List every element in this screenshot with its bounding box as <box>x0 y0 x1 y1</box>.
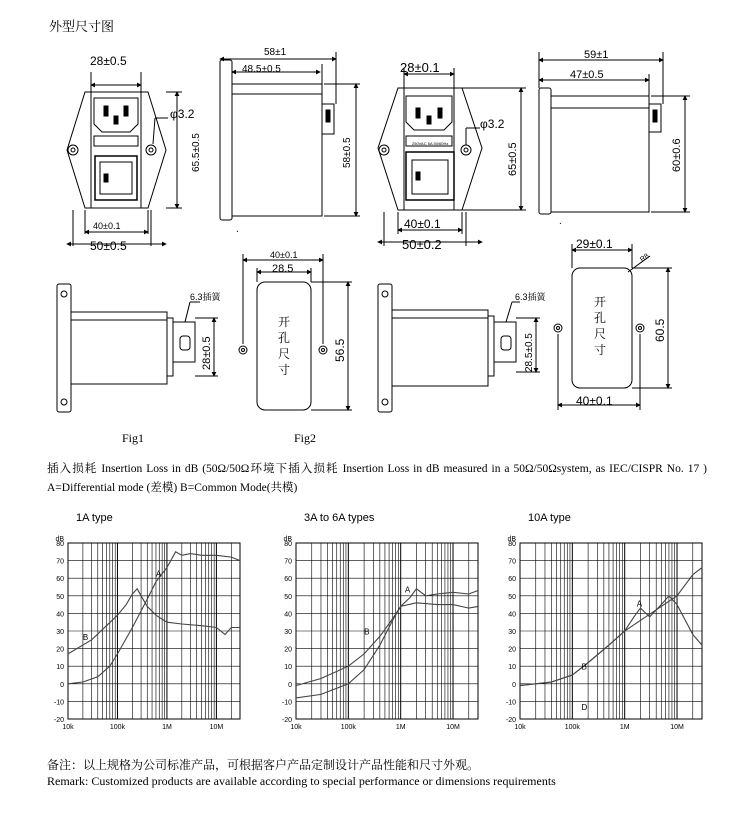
y-tick-label: 40 <box>284 611 292 619</box>
svg-text:开: 开 <box>278 315 291 329</box>
chart-3a-6a-type <box>258 505 488 745</box>
y-tick-label: 0 <box>512 681 516 689</box>
x-tick-label: 1M <box>619 724 630 731</box>
fig1-side-dim: 65.5±0.5 <box>191 133 202 172</box>
x-tick-label: 10M <box>446 724 460 731</box>
curve-label: A <box>155 569 162 579</box>
fig1-side-top2-dim: 48.5±0.5 <box>242 64 281 75</box>
page-title: 外型尺寸图 <box>49 19 115 34</box>
y-tick-label: -20 <box>281 717 292 724</box>
y-tick-label: 10 <box>284 664 292 672</box>
remark-chinese: 备注：以上规格为公司标准产品，可根据客户产品定制设计产品性能和尺寸外观。 <box>47 758 480 772</box>
curve-label: B <box>581 662 587 672</box>
y-tick-label: 50 <box>284 593 292 601</box>
fig2-cutout-right-dim: 60.5 <box>653 318 667 342</box>
svg-text:开: 开 <box>594 295 607 309</box>
fig2-side-dim: 65±0.5 <box>507 142 519 176</box>
chart-title: 1A type <box>76 512 113 524</box>
curve-label: B <box>82 632 89 642</box>
svg-text:寸: 寸 <box>594 343 607 357</box>
chart-10a-type <box>482 505 712 745</box>
fig1-side-top1-dim: 58±1 <box>264 47 287 58</box>
y-tick-label: 30 <box>284 629 292 636</box>
y-tick-label: 80 <box>508 541 516 548</box>
fig1-rear-right-dim: 28±0.5 <box>201 336 213 370</box>
y-tick-label: 30 <box>56 629 64 636</box>
dot: . <box>236 224 239 235</box>
fig1-rear-side-view <box>57 284 218 412</box>
remark-english: Remark: Customized products are available according to special performance or dimensions requirements <box>47 774 556 788</box>
fig2-rear-side-view <box>378 284 540 412</box>
fig1-bottom-outer-dim: 50±0.5 <box>90 239 127 253</box>
y-tick-label: 70 <box>284 558 292 566</box>
chart-1a-type <box>30 505 250 745</box>
x-tick-label: 100k <box>564 724 580 731</box>
fig2-side-view <box>539 52 690 214</box>
y-tick-label: -10 <box>281 699 292 707</box>
y-tick-label: 60 <box>284 576 292 584</box>
fig2-top-dim: 28±0.1 <box>400 60 440 75</box>
x-tick-label: 1M <box>395 724 406 731</box>
dot: . <box>559 216 562 227</box>
fig1-label: Fig1 <box>122 431 145 445</box>
svg-text:寸: 寸 <box>278 363 291 377</box>
y-tick-label: 0 <box>288 681 292 689</box>
fig1-tab-label: 6.3插簧 <box>190 292 221 302</box>
fig2-label-strip: 250VAC 6A 50/60Hz <box>412 141 449 146</box>
svg-text:孔: 孔 <box>594 311 607 325</box>
y-axis-label: dB <box>507 536 516 543</box>
fig2-bottom-outer-dim: 50±0.2 <box>402 237 442 252</box>
svg-text:尺: 尺 <box>278 347 291 361</box>
svg-text:尺: 尺 <box>594 327 607 341</box>
y-tick-label: 30 <box>508 629 516 636</box>
curve-label: A <box>636 599 643 609</box>
y-tick-label: 80 <box>56 541 64 548</box>
y-tick-label: 20 <box>284 646 292 654</box>
y-tick-label: -20 <box>505 717 516 724</box>
y-tick-label: 60 <box>56 576 64 584</box>
fig2-cutout-corner-dim: R8 <box>639 252 651 264</box>
fig1-cutout-top2-dim: 28.5 <box>272 263 294 275</box>
fig2-tab-label: 6.3插簧 <box>515 292 546 302</box>
x-tick-label: 10k <box>514 724 526 731</box>
x-tick-label: 100k <box>109 724 126 731</box>
x-tick-label: 10M <box>209 724 224 731</box>
y-tick-label: -20 <box>53 717 64 724</box>
y-tick-label: 70 <box>56 558 64 566</box>
fig2-side-top2-dim: 47±0.5 <box>570 69 604 81</box>
y-tick-label: 50 <box>56 593 64 601</box>
y-axis-label: dB <box>55 536 64 543</box>
x-tick-label: 10k <box>290 724 302 731</box>
fig1-side-view <box>220 52 360 220</box>
curve-label: B <box>364 627 370 637</box>
y-tick-label: 10 <box>56 664 64 672</box>
y-axis-label: dB <box>283 536 292 543</box>
y-tick-label: 80 <box>284 541 292 548</box>
fig2-bottom-inner-dim: 40±0.1 <box>404 217 441 231</box>
insertion-loss-description: 插入损耗 Insertion Loss in dB (50Ω/50Ω环境下插入损耗 Insertion Loss in dB measured in a 50Ω/50Ωsystem, as IEC/CISPR No. 17 ) A=Differential mode (差模) B=Common Mode(共模) <box>47 463 707 494</box>
fig1-cutout-right-dim: 56.5 <box>333 338 347 362</box>
fig2-front-view <box>378 68 526 246</box>
fig2-side-top1-dim: 59±1 <box>584 49 609 61</box>
x-tick-label: 10k <box>62 724 74 731</box>
fig1-front-view <box>67 72 182 246</box>
y-tick-label: 70 <box>508 558 516 566</box>
y-tick-label: 0 <box>60 681 64 689</box>
y-tick-label: -10 <box>505 699 516 707</box>
y-tick-label: 10 <box>508 664 516 672</box>
fig2-hole-dim: φ3.2 <box>480 117 505 131</box>
x-tick-label: 100k <box>340 724 356 731</box>
y-tick-label: 50 <box>508 593 516 601</box>
fig2-cutout-top-dim: 29±0.1 <box>576 237 613 251</box>
fig1-hole-dim: φ3.2 <box>170 107 195 121</box>
fig2-label: Fig2 <box>294 431 317 445</box>
y-tick-label: -10 <box>53 699 64 707</box>
fig1-panel-cutout <box>239 254 352 410</box>
fig1-cutout-text <box>278 315 290 377</box>
fig1-bottom-inner-dim: 40±0.1 <box>93 221 121 231</box>
y-tick-label: 40 <box>508 611 516 619</box>
fig2-rear-right-dim: 28.5±0.5 <box>524 333 535 372</box>
chart-title: 3A to 6A types <box>304 512 375 524</box>
x-tick-label: 1M <box>162 724 172 731</box>
x-tick-label: 10M <box>670 724 684 731</box>
fig2-cutout-bottom-dim: 40±0.1 <box>576 394 613 408</box>
curve-label: D <box>581 703 588 713</box>
chart-title: 10A type <box>528 512 571 524</box>
y-tick-label: 60 <box>508 576 516 584</box>
y-tick-label: 40 <box>56 611 64 619</box>
curve-label: A <box>404 585 411 595</box>
fig2-cutout-text <box>594 295 606 357</box>
y-tick-label: 20 <box>508 646 516 654</box>
fig1-top-dim: 28±0.5 <box>90 54 127 68</box>
fig1-cutout-top1-dim: 40±0.1 <box>270 250 298 260</box>
svg-text:孔: 孔 <box>278 331 291 345</box>
fig1-side-right-dim: 58±0.5 <box>342 137 353 168</box>
y-tick-label: 20 <box>56 646 64 654</box>
fig2-side-right-dim: 60±0.6 <box>671 138 683 172</box>
